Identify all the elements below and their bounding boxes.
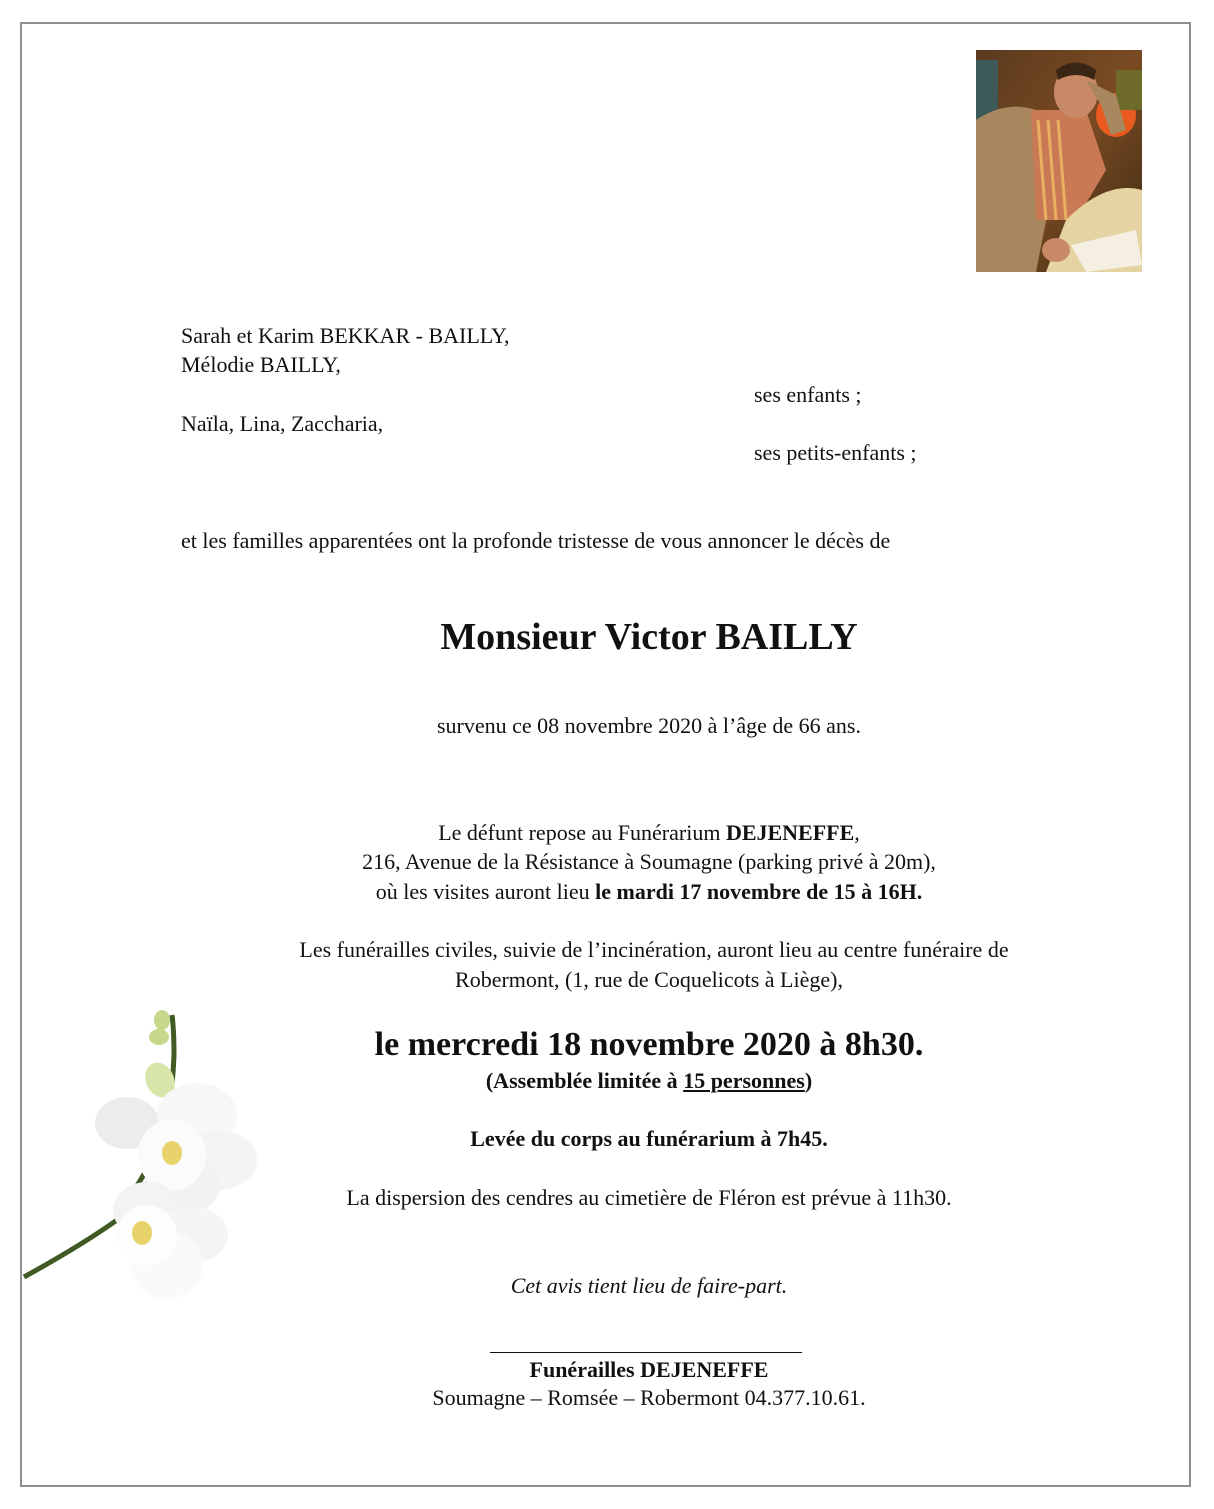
attendance-limit-suffix: ) [804,1068,813,1093]
signature-divider [490,1352,802,1353]
attendance-limit-prefix: (Assemblée limitée à [485,1068,684,1093]
notice-text: Cet avis tient lieu de faire-part. [510,1273,788,1298]
children-names-2: Mélodie BAILLY, [181,352,341,377]
children-label: ses enfants ; [754,382,862,407]
visitation-address: 216, Avenue de la Résistance à Soumagne (parking privé à 20m), [362,849,936,874]
orchid-image [22,995,290,1315]
grandchildren-label: ses petits-enfants ; [754,440,917,465]
portrait-photo [976,50,1142,272]
funerarium-name: DEJENEFFE [725,820,855,845]
visitation-line-3 [42,877,1214,906]
deceased-name: Monsieur Victor BAILLY [440,616,858,658]
visitation-date: le mardi 17 novembre de 15 à 16H. [595,879,923,904]
visitation-line-1-prefix: Le défunt repose au Funérarium [438,820,726,845]
visitation-line-1 [42,818,1214,847]
announcement-text: et les familles apparentées ont la profonde tristesse de vous annoncer le décès de [181,528,891,553]
children-names-1: Sarah et Karim BEKKAR - BAILLY, [181,323,510,348]
footer-company: Funérailles DEJENEFFE [529,1357,769,1382]
visitation-line-3-prefix: où les visites auront lieu [375,879,596,904]
attendance-limit-count: 15 personnes [683,1068,805,1093]
levee-du-corps: Levée du corps au funérarium à 7h45. [470,1126,828,1151]
grandchildren-names: Naïla, Lina, Zaccharia, [181,411,384,436]
footer-contact: Soumagne – Romsée – Robermont 04.377.10.61. [432,1385,866,1410]
funeral-date: le mercredi 18 novembre 2020 à 8h30. [374,1026,924,1063]
funeral-line-1: Les funérailles civiles, suivie de l’incinération, auront lieu au centre funéraire de [299,937,1009,962]
ash-dispersion: La dispersion des cendres au cimetière de Fléron est prévue à 11h30. [346,1185,952,1210]
funeral-line-2: Robermont, (1, rue de Coquelicots à Liège), [455,967,843,992]
visitation-line-1-suffix: , [854,820,860,845]
death-details: survenu ce 08 novembre 2020 à l’âge de 66 ans. [437,713,861,738]
